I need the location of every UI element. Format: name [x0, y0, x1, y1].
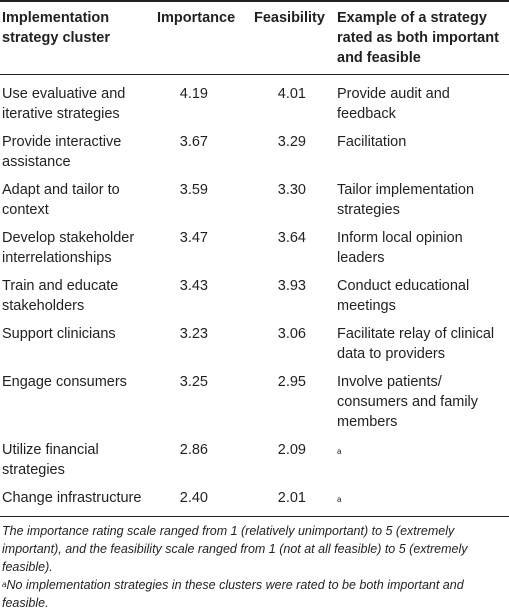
a-footnote-text: No implementation strategies in these clusters were rated to be both important and feasible. [2, 578, 464, 610]
feasibility-cell: 3.64 [277, 230, 306, 246]
example-cell: Provide audit and feedback [337, 86, 450, 122]
cluster-cell: Engage consumers [2, 374, 127, 390]
importance-cell: 3.59 [179, 182, 208, 198]
a-footnote [2, 576, 507, 612]
scale-footnote: The importance rating scale ranged from 1 (relatively unimportant) to 5 (extremely important), and the feasibility scale ranged from 1 (not at all feasible) to 5 (extremely feasible). [2, 524, 468, 574]
importance-cell: 2.86 [179, 442, 208, 458]
feasibility-cell: 3.06 [277, 326, 306, 342]
header-rule [0, 74, 509, 75]
cluster-cell: Adapt and tailor to context [2, 182, 120, 218]
importance-cell: 3.25 [179, 374, 208, 390]
importance-cell: 2.40 [179, 490, 208, 506]
importance-cell: 3.67 [179, 134, 208, 150]
cluster-cell: Use evaluative and iterative strategies [2, 86, 126, 122]
bottom-rule [0, 516, 509, 517]
importance-cell: 3.43 [179, 278, 208, 294]
header-example: Example of a strategy rated as both important and feasible [337, 10, 499, 66]
importance-cell: 3.47 [179, 230, 208, 246]
example-cell: Inform local opinion leaders [337, 230, 463, 266]
a-footnote-marker: a [2, 580, 7, 589]
feasibility-cell: 2.95 [277, 374, 306, 390]
cluster-cell: Develop stakeholder interrelationships [2, 230, 135, 266]
example-cell [337, 488, 507, 508]
importance-cell: 4.19 [179, 86, 208, 102]
example-cell: Conduct educational meetings [337, 278, 470, 314]
header-feasibility: Feasibility [254, 10, 325, 26]
feasibility-cell: 3.29 [277, 134, 306, 150]
example-cell: Facilitation [337, 134, 407, 150]
importance-cell: 3.23 [179, 326, 208, 342]
footnote-marker: a [337, 495, 342, 504]
example-cell: Involve patients/ consumers and family members [337, 374, 479, 430]
feasibility-cell: 3.93 [277, 278, 306, 294]
header-importance: Importance [157, 10, 236, 26]
feasibility-cell: 2.01 [277, 490, 306, 506]
example-cell [337, 440, 507, 460]
feasibility-cell: 3.30 [277, 182, 306, 198]
feasibility-cell: 2.09 [277, 442, 306, 458]
top-rule [0, 0, 509, 2]
cluster-cell: Provide interactive assistance [2, 134, 122, 170]
footnote-marker: a [337, 447, 342, 456]
cluster-cell: Change infrastructure [2, 490, 142, 506]
example-cell: Tailor implementation strategies [337, 182, 475, 218]
example-cell: Facilitate relay of clinical data to providers [337, 326, 495, 362]
header-cluster: Implementation strategy cluster [2, 10, 110, 46]
cluster-cell: Utilize financial strategies [2, 442, 99, 478]
cluster-cell: Support clinicians [2, 326, 116, 342]
cluster-cell: Train and educate stakeholders [2, 278, 119, 314]
feasibility-cell: 4.01 [277, 86, 306, 102]
